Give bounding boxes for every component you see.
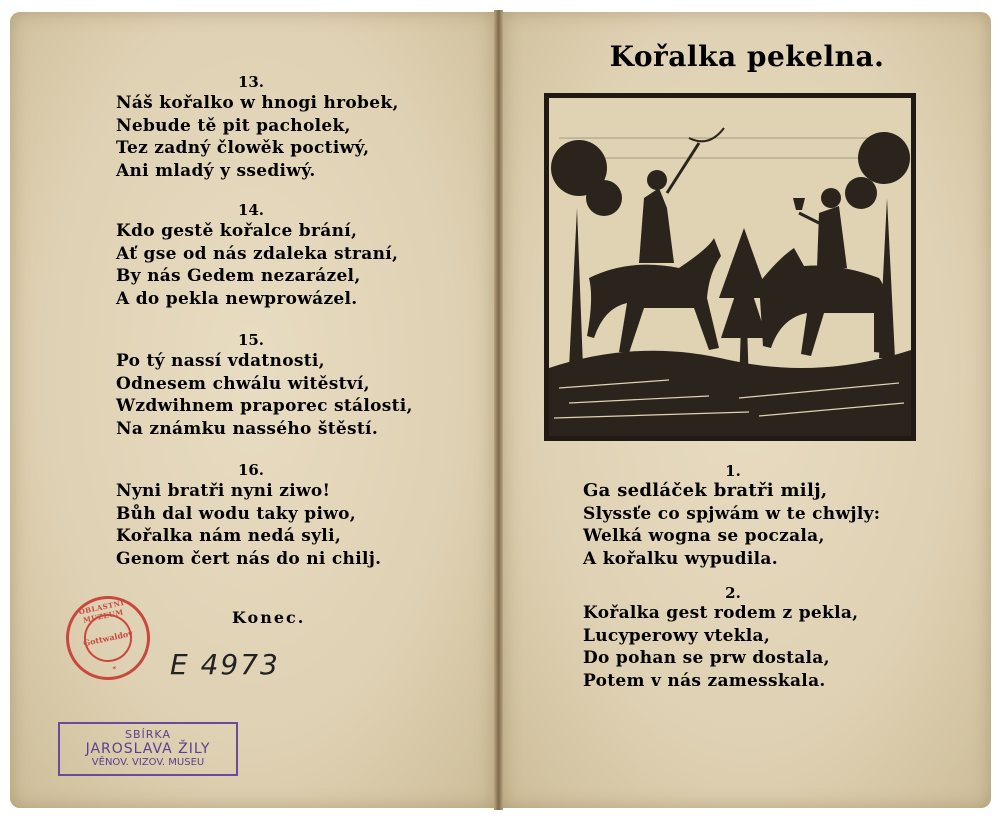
collection-stamp bbox=[58, 722, 238, 776]
book-gutter bbox=[494, 10, 503, 810]
inventory-number: E 4973 bbox=[170, 648, 280, 681]
verse-line: Wzdwihnem praporec stálosti, bbox=[116, 396, 413, 416]
verse-line: By nás Gedem nezarázel, bbox=[116, 266, 361, 286]
verse-line: A do pekla newprowázel. bbox=[116, 288, 358, 309]
stanza-number: 1. bbox=[725, 462, 741, 480]
end-text: Konec. bbox=[232, 608, 306, 627]
verse-line: Tez zadný člowěk poctiwý, bbox=[116, 138, 370, 158]
verse-line: Ga sedláček bratři milj, bbox=[583, 480, 828, 501]
museum-stamp-bottom: * bbox=[111, 664, 118, 674]
verse-line: Bůh dal wodu taky piwo, bbox=[116, 503, 357, 524]
stanza-2 bbox=[583, 584, 903, 692]
verse-line: Welká wogna se poczala, bbox=[583, 526, 825, 546]
museum-stamp-center: Gottwaldov bbox=[80, 610, 137, 667]
stanza-16 bbox=[116, 460, 426, 570]
verse-line: A kořalku wypudila. bbox=[583, 548, 778, 569]
stanza-number: 15. bbox=[237, 331, 265, 349]
stanza-15 bbox=[116, 330, 426, 440]
verse-line: Nebude tě pit pacholek, bbox=[116, 115, 351, 136]
verse-line: Genom čert nás do ni chilj. bbox=[116, 548, 382, 569]
verse-line: Kdo gestě kořalce brání, bbox=[116, 221, 358, 241]
collection-stamp-line: VĚNOV. VIZOV. MUSEU bbox=[91, 757, 205, 768]
collection-stamp-line: JAROSLAVA ŽILY bbox=[85, 741, 211, 757]
stanza-number: 13. bbox=[237, 73, 265, 91]
verse-line: Nyni bratři nyni ziwo! bbox=[116, 481, 331, 501]
stanza-number: 14. bbox=[237, 201, 265, 219]
page-title: Kořalka pekelna. bbox=[609, 40, 885, 73]
museum-stamp-top: OBLASTNÍ MUZEUM bbox=[77, 597, 126, 625]
stanza-number: 16. bbox=[237, 461, 265, 479]
verse-line: Ať gse od nás zdaleka straní, bbox=[116, 243, 399, 264]
verse-line: Náš kořalko w hnogi hrobek, bbox=[116, 93, 399, 113]
verse-line: Odnesem chwálu witěství, bbox=[116, 373, 370, 394]
verse-line: Kořalka nám nedá syli, bbox=[116, 526, 342, 546]
stanza-13 bbox=[116, 72, 426, 182]
verse-line: Potem v nás zamesskala. bbox=[583, 670, 826, 691]
verse-line: Na známku nassého štěstí. bbox=[116, 418, 379, 439]
verse-line: Lucyperowy vtekla, bbox=[583, 625, 771, 646]
stanza-14 bbox=[116, 200, 426, 310]
woodcut-riders-illustration-icon bbox=[544, 93, 916, 441]
collection-stamp-line: SBÍRKA bbox=[125, 728, 171, 741]
verse-line: Ani mladý y ssediwý. bbox=[116, 160, 316, 181]
stanza-1 bbox=[583, 462, 903, 570]
verse-line: Slyssťe co spjwám w te chwjly: bbox=[583, 503, 881, 524]
verse-line: Kořalka gest rodem z pekla, bbox=[583, 603, 859, 623]
verse-line: Po tý nassí vdatnosti, bbox=[116, 351, 325, 371]
verse-line: Do pohan se prw dostala, bbox=[583, 648, 830, 668]
stanza-number: 2. bbox=[725, 584, 741, 602]
